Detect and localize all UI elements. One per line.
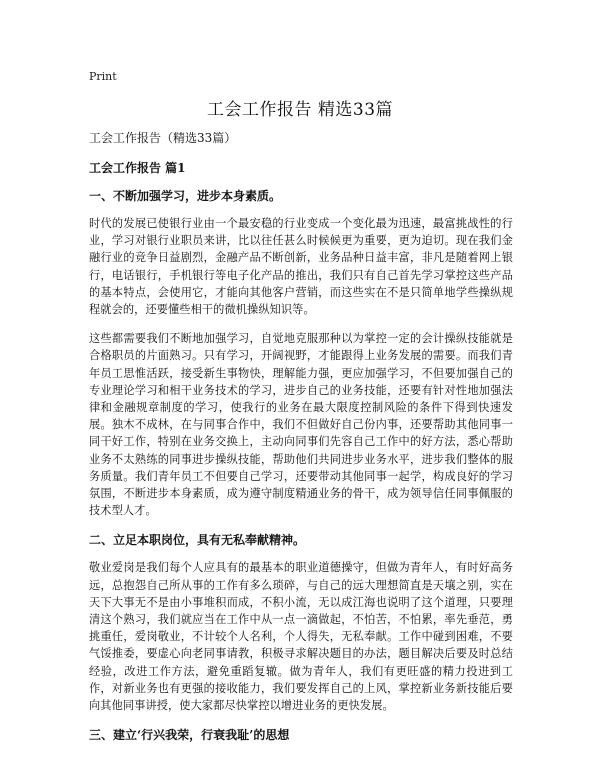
heading-2: 二、立足本职岗位，具有无私奉献精神。 — [89, 533, 306, 548]
paragraph-2: 这些都需要我们不断地加强学习，自觉地克服那种以为掌控一定的会计操纵技能就是合格职员的片面熟习。只有学习，开阔视野，才能跟得上业务发展的需要。而我们青年员工思惟活跃，接受新生事物快，理解能力强，更应加强学习，不但要加强自己的专业理论学习和相干业务技术的学习，进步自己的业务技能，还要有针对性地加强法律和金融规章制度的学习，使我行的业务在最大限度控制风险的条件下得到快速发展。独木不成林，在与同事合作中，我们不但做好自己份内事，还要帮助其他同事一同干好工作，特别在业务交换上，主动向同事们先容自己工作中的好方法，悉心帮助业务不太熟练的同事进步操纵技能，帮助他们共同进步业务水平，进步我们整体的服务质量。我们青年员工不但要自己学习，还要带动其他同事一起学，构成良好的学习氛围，不断进步本身素质，成为遵守制度精通业务的骨干，成为领导信任同事佩服的技术型人才。 — [89, 332, 513, 518]
document-subtitle: 工会工作报告（精选33篇） — [89, 131, 237, 145]
print-link[interactable]: Print — [89, 70, 117, 83]
page-title: 工会工作报告 精选33篇 — [206, 100, 394, 120]
paragraph-3: 敬业爱岗是我们每个人应具有的最基本的职业道德操守，但做为青年人，有时好高务远，总抱怨自己所从事的工作有多么琐碎，与自己的远大理想简直是天壤之别，实在天下大事无不是由小事堆积而成，不积小流，无以成江海也说明了这个道理，只要理清这个熟习，我们就应当在工作中从一点一滴做起，不怕苦，不怕累，率先垂范，勇挑重任，爱岗敬业，不计较个人名利，个人得失，无私奉献。工作中碰到困难，不要气馁推委，要虚心向老同事请教，积极寻求解决题目的办法，题目解决后要及时总结经验，改进工作方法，避免重蹈复辙。做为青年人，我们有更旺盛的精力投进到工作，对新业务也有更强的接收能力，我们要发挥自己的上风，掌控新业务新技能后要向其他同事讲授，使大家都尽快掌控以增进业务的更快发展。 — [89, 561, 513, 713]
heading-3: 三、建立‘行兴我荣，行衰我耻’的思想 — [89, 728, 290, 743]
section-title: 工会工作报告 篇1 — [89, 161, 186, 175]
document-body — [89, 129, 513, 754]
heading-1: 一、不断加强学习，进步本身素质。 — [89, 189, 282, 203]
paragraph-1: 时代的发展已使银行业由一个最安稳的行业变成一个变化最为迅速，最富挑战性的行业，学习对银行业职员来讲，比以往任甚么时候候更为重要，更为迫切。现在我们金融行业的竞争日益剧烈，金融产品不断创新，业务品种日益丰富，非凡是随着网上银行，电话银行，手机银行等电子化产品的推出，我们只有自己首先学习掌控这些产品的基本特点，会使用它，才能向其他客户营销，而这些实在不是只简单地学些操纵规程就会的，还要懂些相干的微机操纵知识等。 — [89, 217, 513, 317]
